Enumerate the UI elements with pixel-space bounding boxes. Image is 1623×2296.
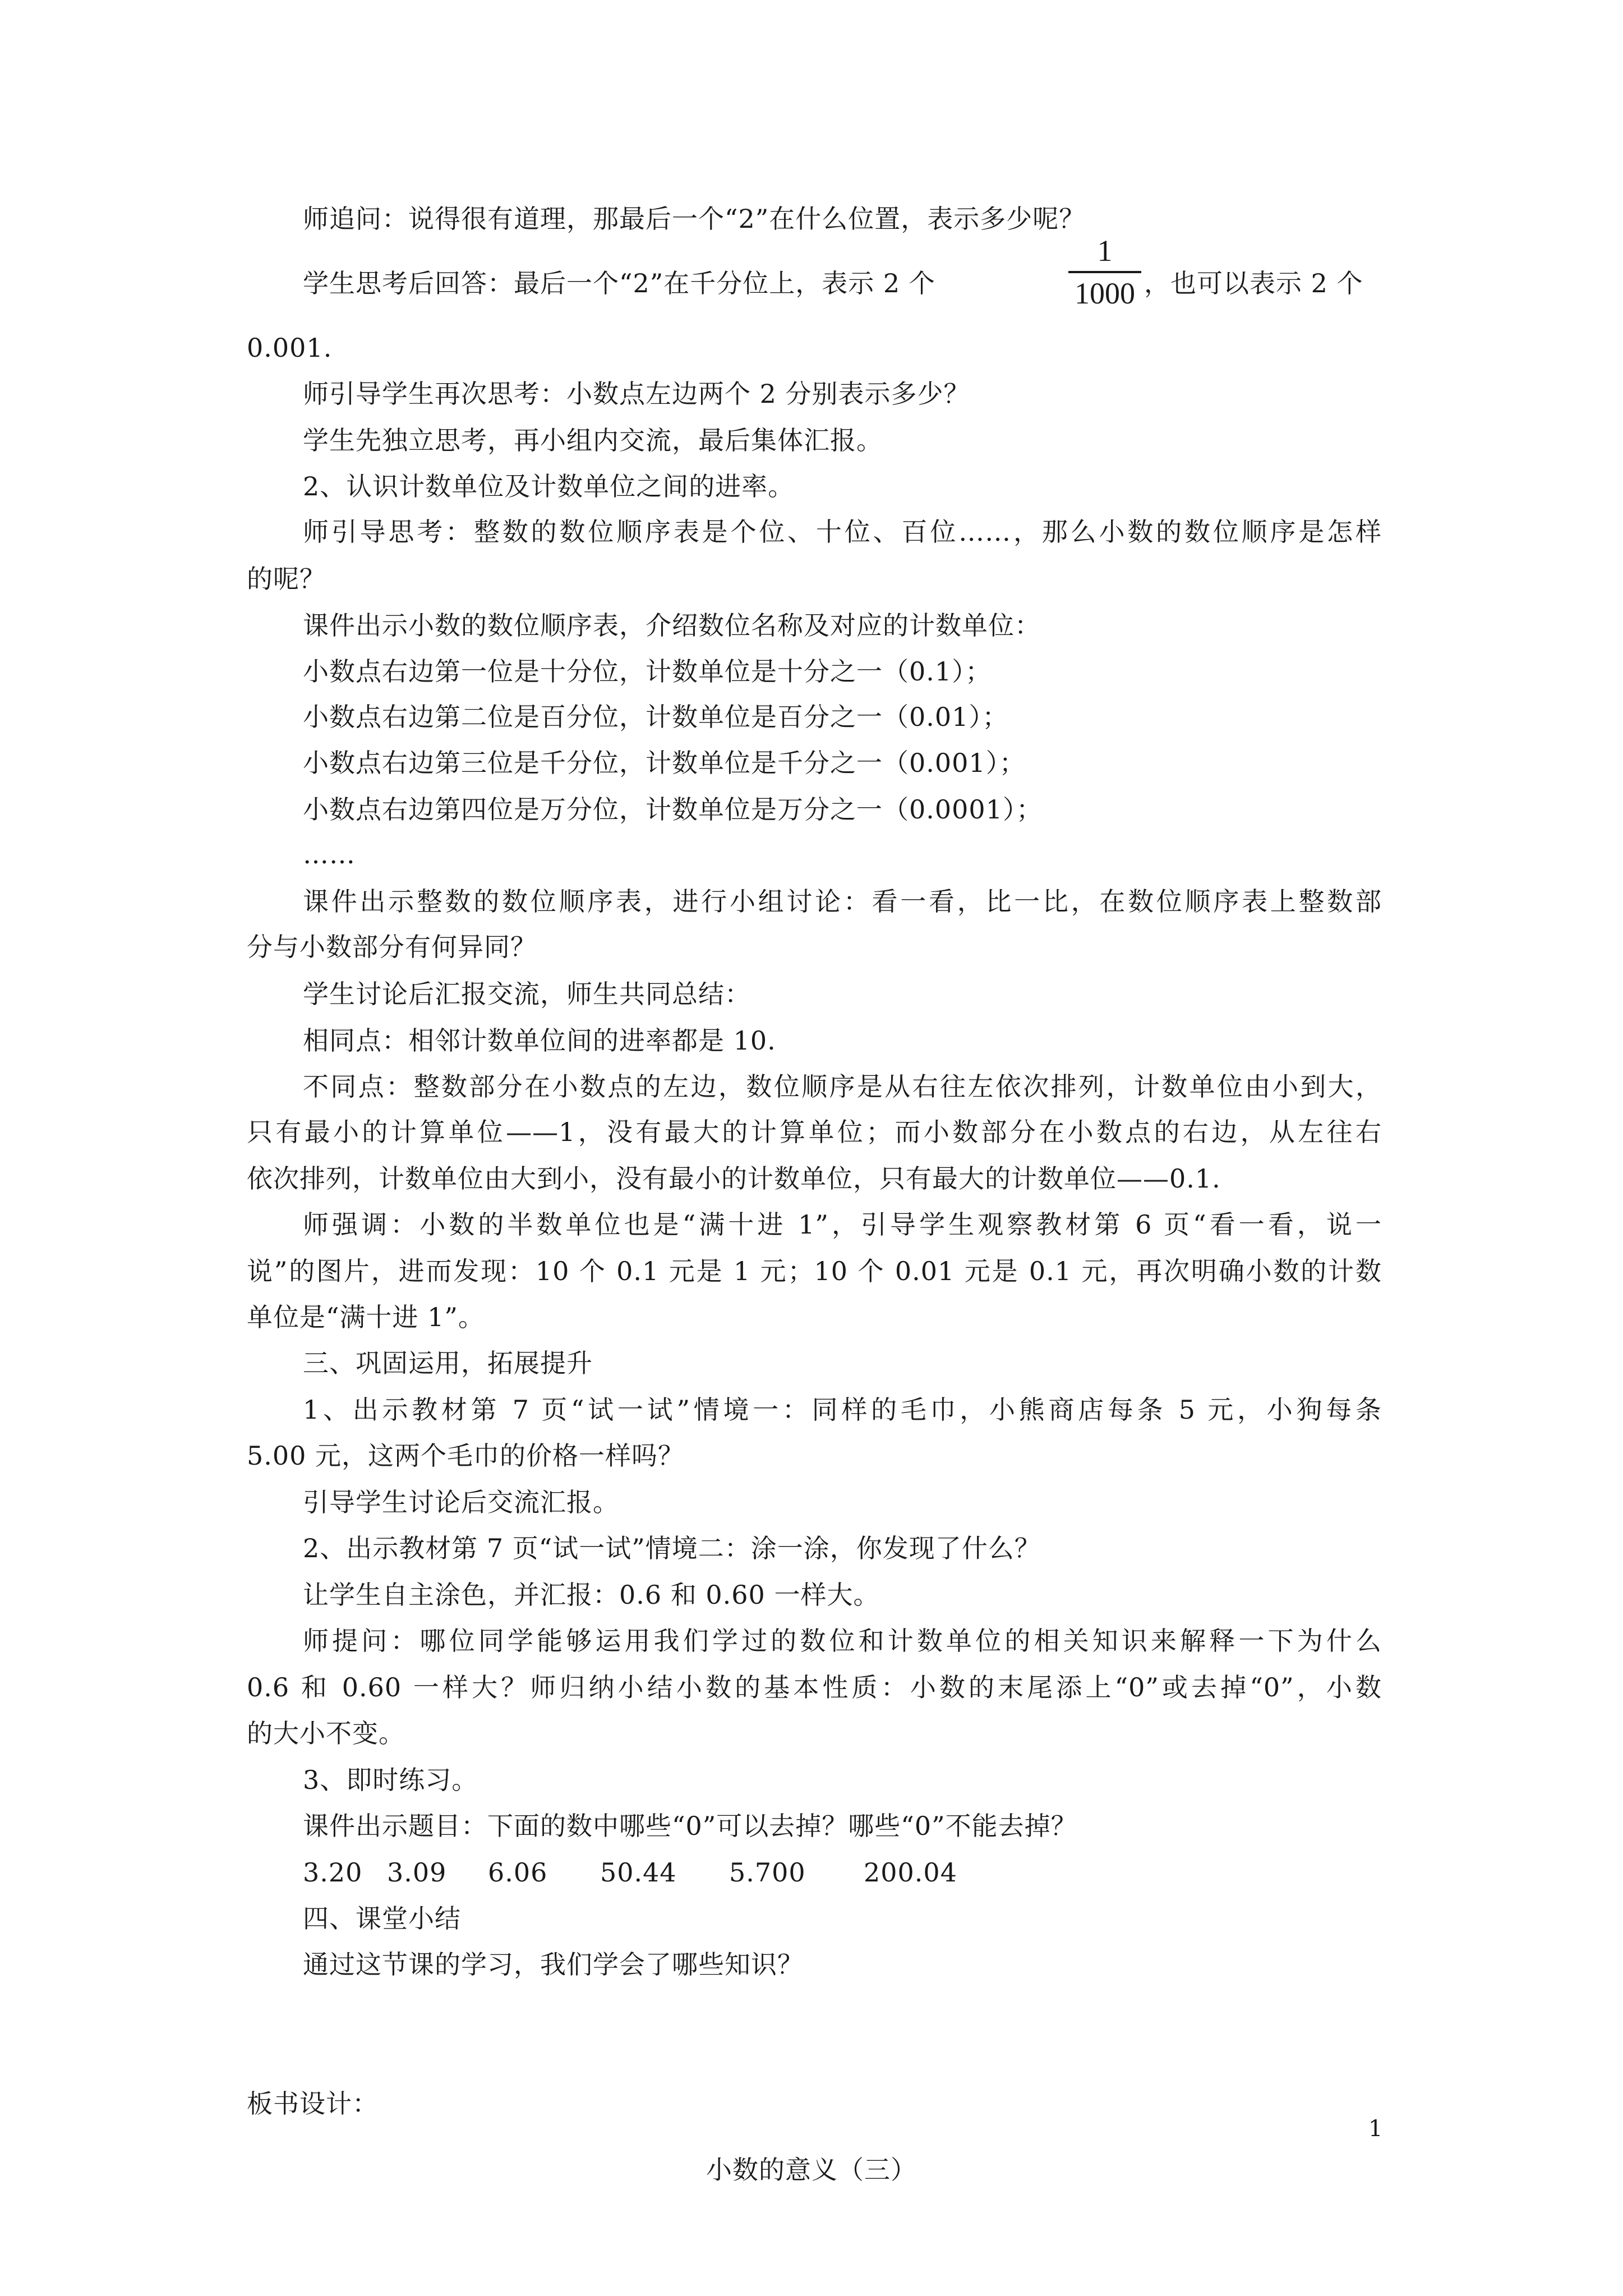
paragraph-line: 1、出示教材第 7 页“试一试”情境一：同样的毛巾，小熊商店每条 5 元，小狗每条 — [303, 1395, 1382, 1425]
paragraph-line: 0.6 和 0.60 一样大？师归纳小结小数的基本性质：小数的末尾添上“0”或去掉“0”，小数 — [247, 1672, 1382, 1703]
exercise-number: 50.44 — [600, 1857, 677, 1888]
section-heading: 3、即时练习。 — [303, 1765, 478, 1795]
paragraph-line: 小数点右边第一位是十分位，计数单位是十分之一（0.1）； — [303, 656, 992, 687]
paragraph-line: 的大小不变。 — [247, 1718, 405, 1749]
line-text-continuation: ，也可以表示 2 个 — [1144, 268, 1363, 298]
fraction-bar — [1068, 271, 1141, 273]
paragraph-line: 5.00 元，这两个毛巾的价格一样吗？ — [247, 1441, 685, 1471]
paragraph-line: 说”的图片，进而发现：10 个 0.1 元是 1 元；10 个 0.01 元是 0.1 元，再次明确小数的计数 — [247, 1256, 1382, 1286]
page-number: 1 — [1368, 2116, 1383, 2142]
section-heading: 2、认识计数单位及计数单位之间的进率。 — [303, 471, 795, 501]
paragraph-line: 小数点右边第三位是千分位，计数单位是千分之一（0.001）； — [303, 748, 1026, 778]
fraction-one-thousandth — [1068, 233, 1141, 311]
paragraph-line: 引导学生讨论后交流汇报。 — [303, 1487, 619, 1517]
paragraph-line: 学生先独立思考，再小组内交流，最后集体汇报。 — [303, 425, 883, 455]
paragraph-line: 的呢？ — [247, 564, 326, 594]
paragraph-line: 小数点右边第四位是万分位，计数单位是万分之一（0.0001）； — [303, 794, 1043, 825]
exercise-number: 5.700 — [729, 1857, 806, 1888]
paragraph-line: 课件出示题目：下面的数中哪些“0”可以去掉？哪些“0”不能去掉？ — [303, 1811, 1077, 1841]
paragraph-line: 师提问：哪位同学能够运用我们学过的数位和计数单位的相关知识来解释一下为什么 — [303, 1626, 1382, 1656]
board-design-label: 板书设计： — [247, 2088, 379, 2119]
fraction-denominator: 1000 — [1075, 277, 1135, 310]
paragraph-line: 课件出示小数的数位顺序表，介绍数位名称及对应的计数单位： — [303, 610, 1041, 641]
paragraph-line: 小数点右边第二位是百分位，计数单位是百分之一（0.01）； — [303, 702, 1009, 732]
paragraph-line: 分与小数部分有何异同？ — [247, 932, 537, 962]
paragraph-line: 师强调：小数的半数单位也是“满十进 1”，引导学生观察教材第 6 页“看一看，说一 — [303, 1209, 1382, 1240]
paragraph-line: 相同点：相邻计数单位间的进率都是 10. — [303, 1025, 776, 1056]
paragraph-line: 学生讨论后汇报交流，师生共同总结： — [303, 979, 751, 1009]
exercise-number: 3.20 — [303, 1857, 363, 1888]
exercise-number: 200.04 — [864, 1857, 957, 1888]
exercise-number: 6.06 — [488, 1857, 548, 1888]
paragraph-line: 不同点：整数部分在小数点的左边，数位顺序是从右往左依次排列，计数单位由小到大， — [303, 1071, 1382, 1102]
paragraph-line: 单位是“满十进 1”。 — [247, 1302, 485, 1332]
paragraph-line: 通过这节课的学习，我们学会了哪些知识？ — [303, 1949, 804, 1980]
paragraph-line: 0.001. — [247, 333, 333, 363]
paragraph-line: 课件出示整数的数位顺序表，进行小组讨论：看一看，比一比，在数位顺序表上整数部 — [303, 886, 1382, 917]
paragraph-line: 师引导学生再次思考：小数点左边两个 2 分别表示多少？ — [303, 379, 970, 409]
paragraph-line: 2、出示教材第 7 页“试一试”情境二：涂一涂，你发现了什么？ — [303, 1533, 1041, 1563]
paragraph-line: 师引导思考：整数的数位顺序表是个位、十位、百位……，那么小数的数位顺序是怎样 — [303, 517, 1382, 547]
exercise-numbers — [0, 1856, 1623, 1889]
ellipsis-line: …… — [303, 839, 356, 869]
line-text: 学生思考后回答：最后一个“2”在千分位上，表示 2 个 — [303, 268, 935, 298]
board-design-title: 小数的意义（三） — [706, 2155, 917, 2185]
paragraph-line: 师追问：说得很有道理，那最后一个“2”在什么位置，表示多少呢？ — [303, 204, 1086, 234]
paragraph-line: 只有最小的计算单位——1，没有最大的计算单位；而小数部分在小数点的右边，从左往右 — [247, 1117, 1382, 1147]
fraction-numerator: 1 — [1097, 234, 1113, 268]
exercise-number: 3.09 — [387, 1857, 447, 1888]
paragraph-line: 让学生自主涂色，并汇报：0.6 和 0.60 一样大。 — [303, 1580, 880, 1610]
section-heading: 三、巩固运用，拓展提升 — [303, 1348, 593, 1378]
section-heading: 四、课堂小结 — [303, 1903, 461, 1934]
paragraph-line: 依次排列，计数单位由大到小，没有最小的计数单位，只有最大的计数单位——0.1. — [247, 1163, 1221, 1194]
